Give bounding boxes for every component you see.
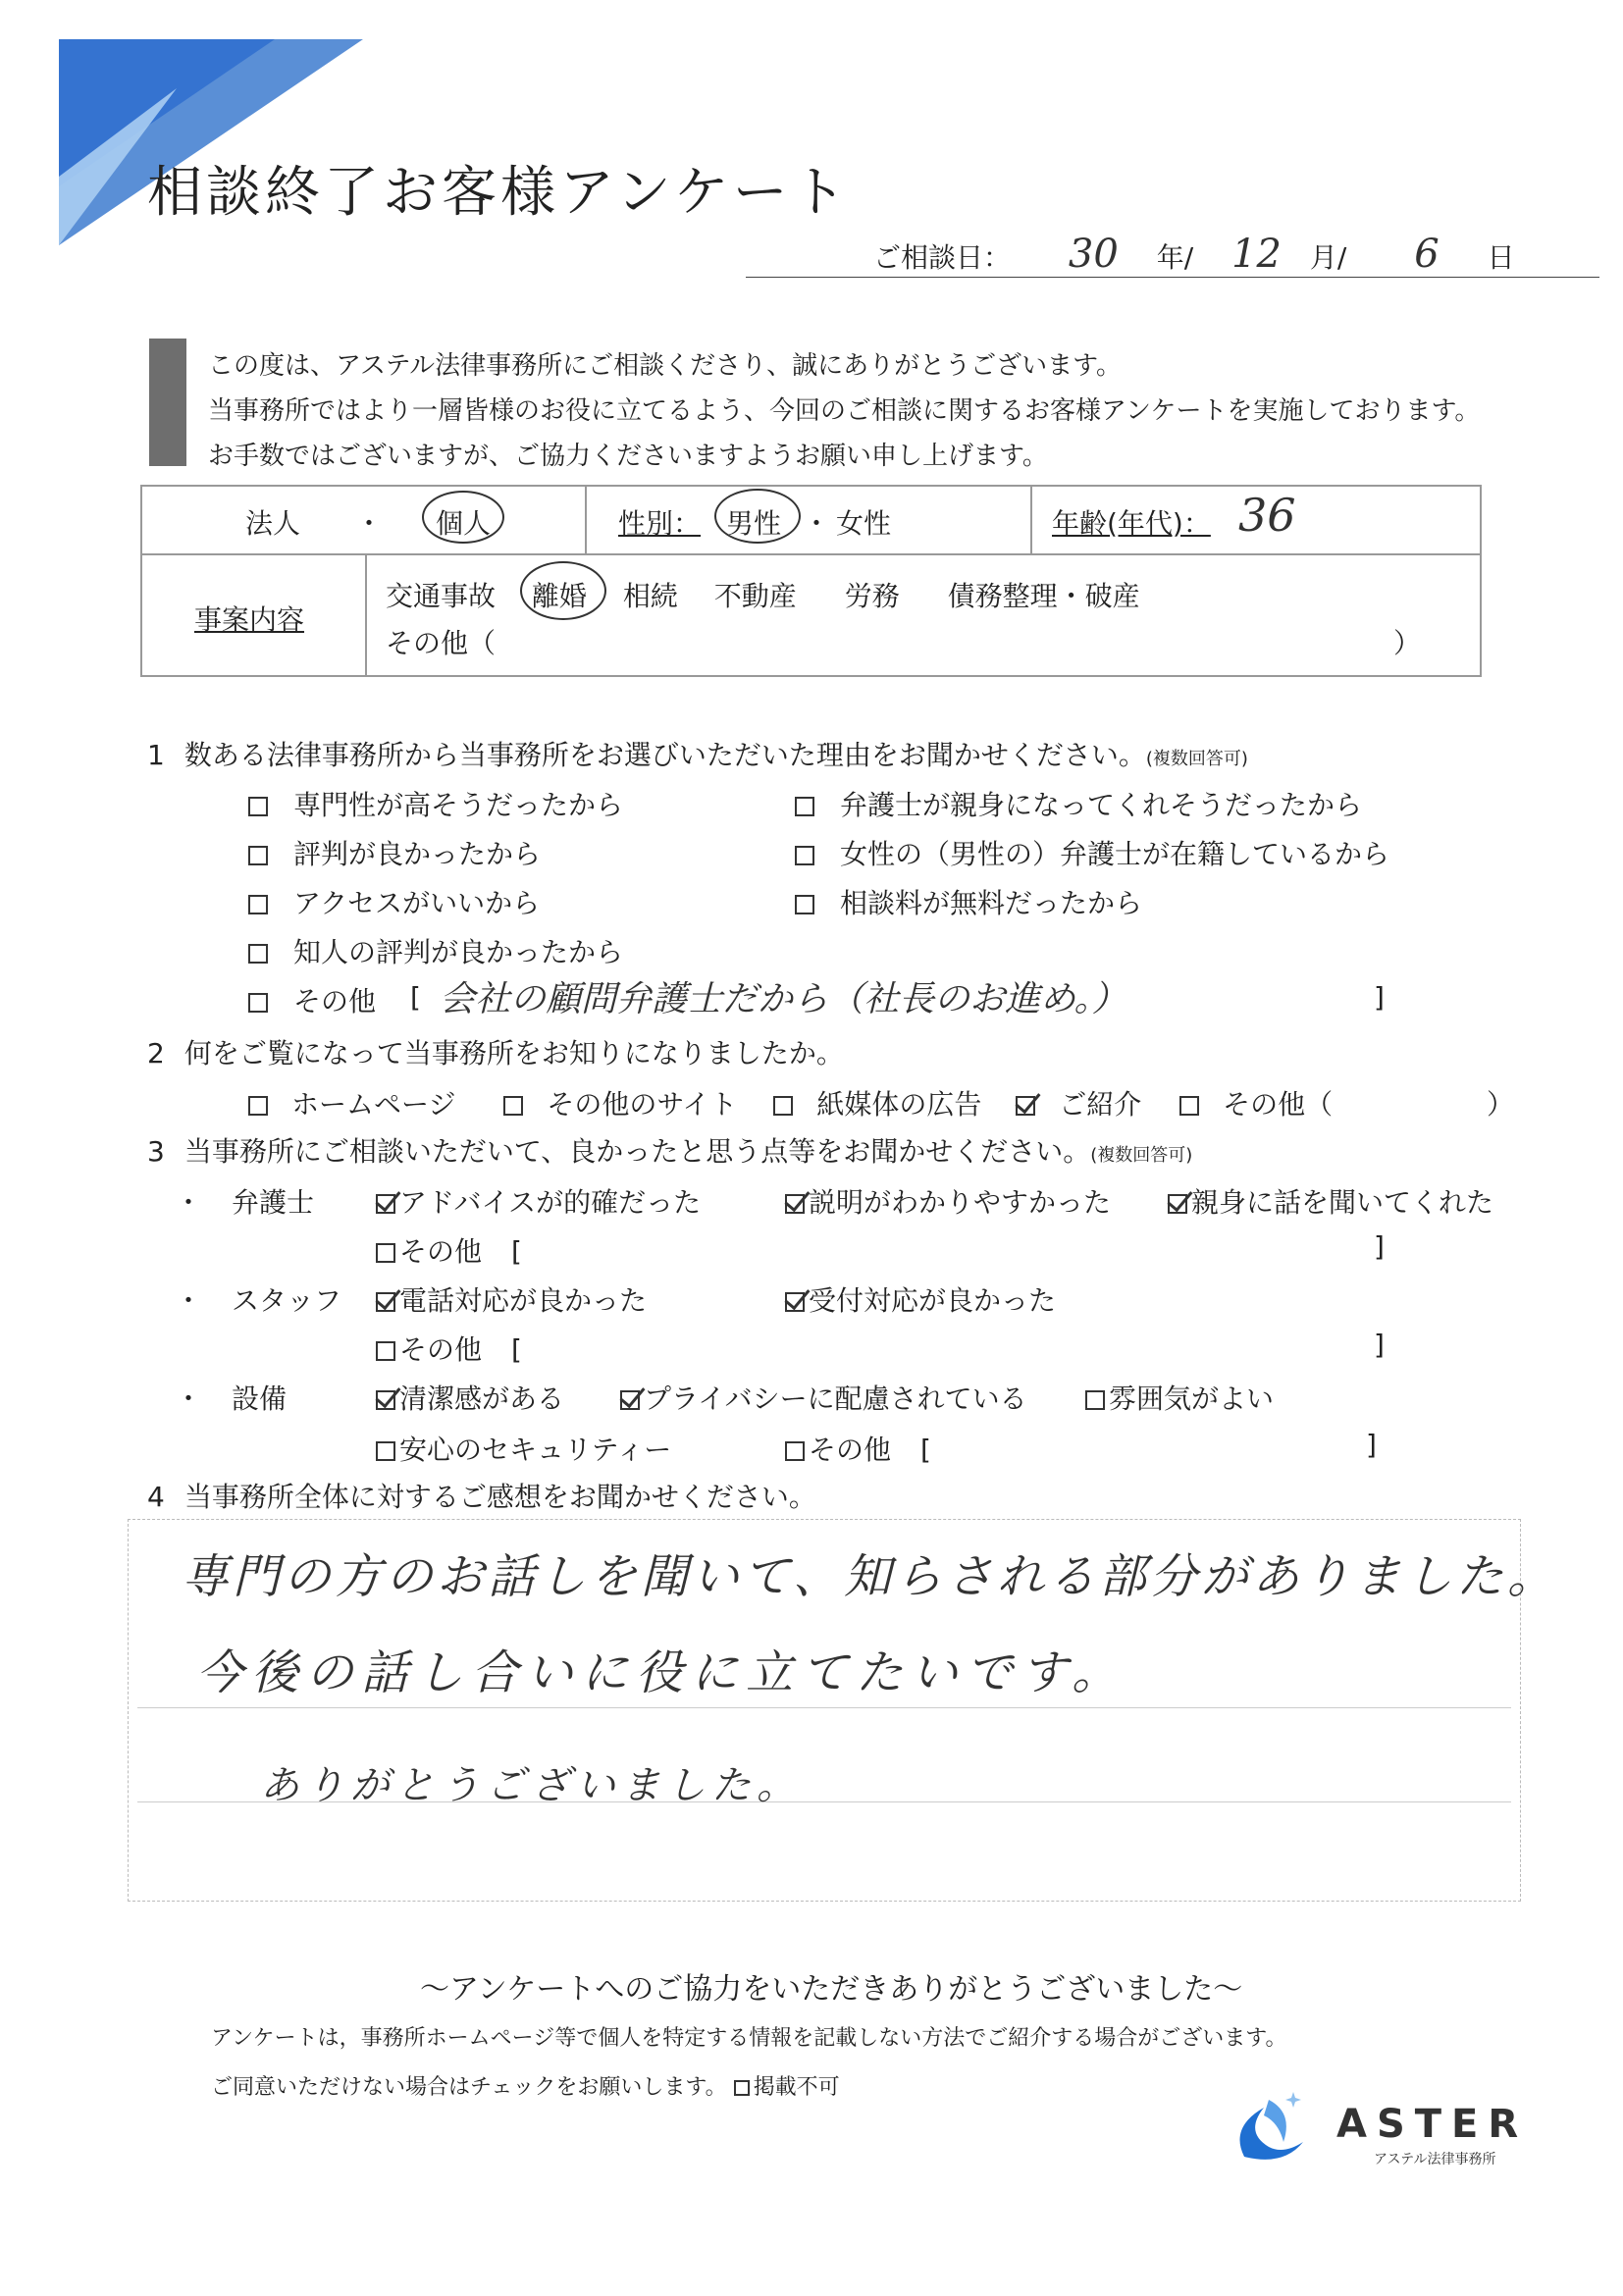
q3-bullet-1: ・ (175, 1186, 203, 1219)
bracket-open: [ (511, 1235, 522, 1268)
date-year: 30 (1068, 232, 1119, 277)
gender-label: 性別： (618, 507, 702, 540)
footer-note-2-text: ご同意いただけない場合はチェックをお願いします。 (211, 2075, 727, 2100)
q1-option[interactable] (795, 830, 1389, 879)
q1-text: 数ある法律事務所から当事務所をお選びいただいた理由をお聞かせください。 (183, 739, 1146, 771)
q3-heading (147, 1130, 1192, 1170)
logo-name: ASTER (1336, 2102, 1529, 2147)
q3-staff-bracket-close: ] (1374, 1329, 1385, 1361)
q1-other-value[interactable]: 会社の顧問弁護士だから（社長のお進め。） (440, 979, 1127, 1019)
q3-option-label: アドバイスが的確だった (399, 1186, 702, 1219)
profile-corp[interactable]: 法人 (245, 507, 301, 540)
date-row (873, 232, 1515, 277)
q2-option-label: ホームページ (291, 1088, 456, 1121)
matter-real-estate[interactable]: 不動産 (713, 580, 797, 612)
individual-circle (422, 491, 504, 544)
q3-facility-opt-2[interactable] (620, 1378, 1027, 1417)
q3-bullet-2: ・ (175, 1284, 203, 1317)
q1-option[interactable] (248, 928, 623, 977)
q2-option-label: その他（ (1223, 1088, 1334, 1121)
profile-col-1 (585, 485, 587, 553)
checkbox[interactable] (376, 1243, 395, 1263)
date-month: 12 (1231, 232, 1282, 277)
q1-heading (147, 734, 1248, 773)
date-day-unit: 日 (1487, 241, 1515, 274)
footer-note-2 (211, 2070, 840, 2101)
date-month-unit: 月/ (1309, 241, 1347, 274)
q3-staff-opt-1[interactable] (376, 1279, 647, 1319)
aster-logo-icon (1225, 2088, 1313, 2166)
q3-option-label: 雰囲気がよい (1109, 1383, 1275, 1415)
footer-note-1: アンケートは，事務所ホームページ等で個人を特定する情報を記載しない方法でご紹介する場合がございます。 (211, 2026, 1287, 2051)
q3-option-label: 受付対応が良かった (809, 1284, 1057, 1317)
checkbox[interactable] (248, 797, 268, 816)
gender-female[interactable]: 女性 (836, 507, 892, 540)
q2-option-label: ご紹介 (1059, 1088, 1142, 1121)
checkbox[interactable] (248, 846, 268, 865)
q1-option[interactable] (795, 781, 1389, 830)
q3-note: (複数回答可) (1090, 1145, 1193, 1166)
q4-answer-line-3: ありがとうございました。 (260, 1763, 802, 1808)
matter-row (386, 575, 1140, 614)
q3-lawyer-other[interactable] (376, 1230, 522, 1270)
checkbox[interactable] (785, 1441, 805, 1461)
q2-close: ） (1487, 1088, 1515, 1121)
q3-option-label: 説明がわかりやすかった (809, 1186, 1112, 1219)
optout-checkbox[interactable] (734, 2075, 840, 2100)
matter-other-open[interactable]: その他（ (386, 627, 497, 659)
intro-text (208, 343, 1480, 479)
matter-inheritance[interactable]: 相続 (622, 580, 678, 612)
q1-option-label: 評判が良かったから (293, 838, 542, 870)
age-label: 年齢(年代)： (1052, 507, 1211, 540)
q2-text: 何をご覧になって当事務所をお知りになりましたか。 (183, 1037, 844, 1070)
q3-option-label: 安心のセキュリティー (399, 1434, 672, 1466)
q2-option[interactable] (773, 1088, 981, 1121)
checkbox-checked[interactable] (785, 1194, 805, 1214)
bracket-open: [ (920, 1434, 931, 1466)
q3-staff-opt-2[interactable] (785, 1279, 1056, 1319)
q3-option-label: 親身に話を聞いてくれた (1191, 1186, 1494, 1219)
q2-option-label: 紙媒体の広告 (816, 1088, 982, 1121)
q2-option[interactable] (1179, 1088, 1333, 1121)
intro-line-1: この度は、アステル法律事務所にご相談くださり、誠にありがとうございます。 (208, 351, 1123, 381)
q3-lawyer-bracket-close: ] (1374, 1230, 1385, 1263)
matter-traffic[interactable]: 交通事故 (386, 580, 497, 612)
checkbox[interactable] (248, 895, 268, 914)
q3-option-label: プライバシーに配慮されている (644, 1383, 1027, 1415)
q3-lawyer-opt-3[interactable] (1168, 1181, 1493, 1221)
q3-option-label: 電話対応が良かった (399, 1284, 648, 1317)
intro-line-3: お手数ではございますが、ご協力くださいますようお願い申し上げます。 (208, 442, 1048, 471)
q3-lawyer-label: 弁護士 (232, 1186, 315, 1219)
q1-option-label: アクセスがいいから (293, 887, 541, 919)
q3-option-label: その他 (809, 1434, 892, 1466)
checkbox[interactable] (1179, 1096, 1199, 1116)
checkbox-checked[interactable] (1016, 1096, 1035, 1116)
checkbox-checked[interactable] (785, 1292, 805, 1312)
profile-col-3 (365, 553, 367, 677)
divorce-circle (520, 561, 606, 620)
intro-bar (149, 339, 186, 466)
checkbox[interactable] (734, 2080, 750, 2096)
profile-dot-2: ・ (803, 507, 831, 540)
bracket-open: [ (511, 1333, 522, 1366)
q3-facility-opt-1[interactable] (376, 1378, 564, 1417)
footer-thanks: ～アンケートへのご協力をいただきありがとうございました～ (420, 1972, 1243, 2007)
q1-right-options (795, 781, 1389, 928)
profile-dot-1: ・ (355, 507, 384, 540)
q1-option[interactable] (248, 830, 623, 879)
q1-other-bracket-close: ] (1374, 981, 1385, 1014)
matter-other-close: ） (1393, 627, 1422, 659)
q1-option-label: 弁護士が親身になってくれそうだったから (840, 789, 1363, 821)
logo-sub: アステル法律事務所 (1374, 2152, 1496, 2167)
q2-option[interactable] (503, 1088, 737, 1121)
q4-heading (147, 1476, 816, 1515)
q1-option-label: 相談料が無料だったから (840, 887, 1143, 919)
q1-option-label: 女性の（男性の）弁護士が在籍しているから (840, 838, 1390, 870)
q2-heading (147, 1032, 844, 1071)
checkbox-checked[interactable] (620, 1390, 640, 1410)
date-label: ご相談日： (873, 241, 1012, 274)
checkbox[interactable] (248, 1096, 268, 1116)
q2-option-label: その他のサイト (547, 1088, 738, 1121)
checkbox[interactable] (248, 993, 268, 1013)
q4-answer-line-2: 今後の話し合いに役に立てたいです。 (196, 1645, 1127, 1700)
q3-lawyer-opt-2[interactable] (785, 1181, 1111, 1221)
q3-staff-other[interactable] (376, 1329, 522, 1368)
q2-options (248, 1083, 1333, 1122)
checkbox-checked[interactable] (376, 1292, 395, 1312)
q1-option[interactable] (248, 781, 623, 830)
q3-bullet-3: ・ (175, 1383, 203, 1415)
q1-option-label: 知人の評判が良かったから (293, 936, 624, 968)
checkbox[interactable] (376, 1341, 395, 1361)
checkbox[interactable] (1085, 1390, 1105, 1410)
matter-debt[interactable]: 債務整理・破産 (947, 580, 1140, 612)
q3-staff-label: スタッフ (232, 1284, 342, 1317)
q2-option[interactable] (248, 1088, 455, 1121)
checkbox[interactable] (248, 944, 268, 964)
date-day: 6 (1414, 232, 1440, 277)
profile-table-divider (140, 553, 1482, 555)
checkbox[interactable] (773, 1096, 793, 1116)
male-circle (714, 489, 801, 544)
profile-individual[interactable]: 個人 (436, 507, 492, 540)
q3-facility-opt-4[interactable] (376, 1429, 671, 1468)
q3-facility-opt-3[interactable] (1085, 1378, 1274, 1417)
q1-option-label: 専門性が高そうだったから (293, 789, 624, 821)
page-title: 相談終了お客様アンケート (147, 161, 851, 225)
checkbox-checked[interactable] (376, 1390, 395, 1410)
q3-other-label: その他 (399, 1235, 483, 1268)
date-year-unit: 年/ (1156, 241, 1194, 274)
q2-number: 2 (147, 1037, 165, 1070)
optout-label: 掲載不可 (753, 2075, 840, 2100)
intro-line-2: 当事務所ではより一層皆様のお役に立てるよう、今回のご相談に関するお客様アンケートを実施しております。 (208, 396, 1481, 426)
q1-option[interactable] (248, 879, 623, 928)
checkbox-checked[interactable] (376, 1194, 395, 1214)
matter-label: 事案内容 (194, 603, 305, 636)
q3-text: 当事務所にご相談いただいて、良かったと思う点等をお聞かせください。 (183, 1135, 1091, 1168)
gender-male[interactable]: 男性 (726, 507, 782, 540)
q4-answer-line-1: 専門の方のお話しを聞いて、知らされる部分がありました。 (182, 1549, 1559, 1604)
q1-number: 1 (147, 739, 165, 771)
q3-facility-label: 設備 (232, 1383, 288, 1415)
checkbox[interactable] (503, 1096, 523, 1116)
q3-facility-opt-5[interactable] (785, 1429, 931, 1468)
q3-lawyer-opt-1[interactable] (376, 1181, 701, 1221)
q3-number: 3 (147, 1135, 165, 1168)
q1-other-label: その他 (293, 985, 377, 1018)
q1-option[interactable] (795, 879, 1389, 928)
checkbox[interactable] (376, 1441, 395, 1461)
q4-text: 当事務所全体に対するご感想をお聞かせください。 (183, 1481, 816, 1513)
q4-number: 4 (147, 1481, 165, 1513)
date-underline (746, 277, 1599, 278)
matter-divorce[interactable]: 離婚 (531, 580, 587, 612)
checkbox[interactable] (795, 895, 814, 914)
q1-note: (複数回答可) (1145, 749, 1248, 769)
checkbox[interactable] (795, 797, 814, 816)
checkbox[interactable] (795, 846, 814, 865)
q3-other-label: その他 (399, 1333, 483, 1366)
matter-labor[interactable]: 労務 (844, 580, 900, 612)
q2-option-referral[interactable] (1016, 1088, 1141, 1121)
profile-col-2 (1030, 485, 1032, 553)
q1-other-bracket-open: [ (410, 981, 421, 1014)
q4-rule-1 (137, 1707, 1511, 1708)
checkbox-checked[interactable] (1168, 1194, 1187, 1214)
age-value[interactable]: 36 (1238, 489, 1296, 542)
q3-option-label: 清潔感がある (399, 1383, 565, 1415)
q3-facility-bracket-close: ] (1366, 1429, 1377, 1461)
